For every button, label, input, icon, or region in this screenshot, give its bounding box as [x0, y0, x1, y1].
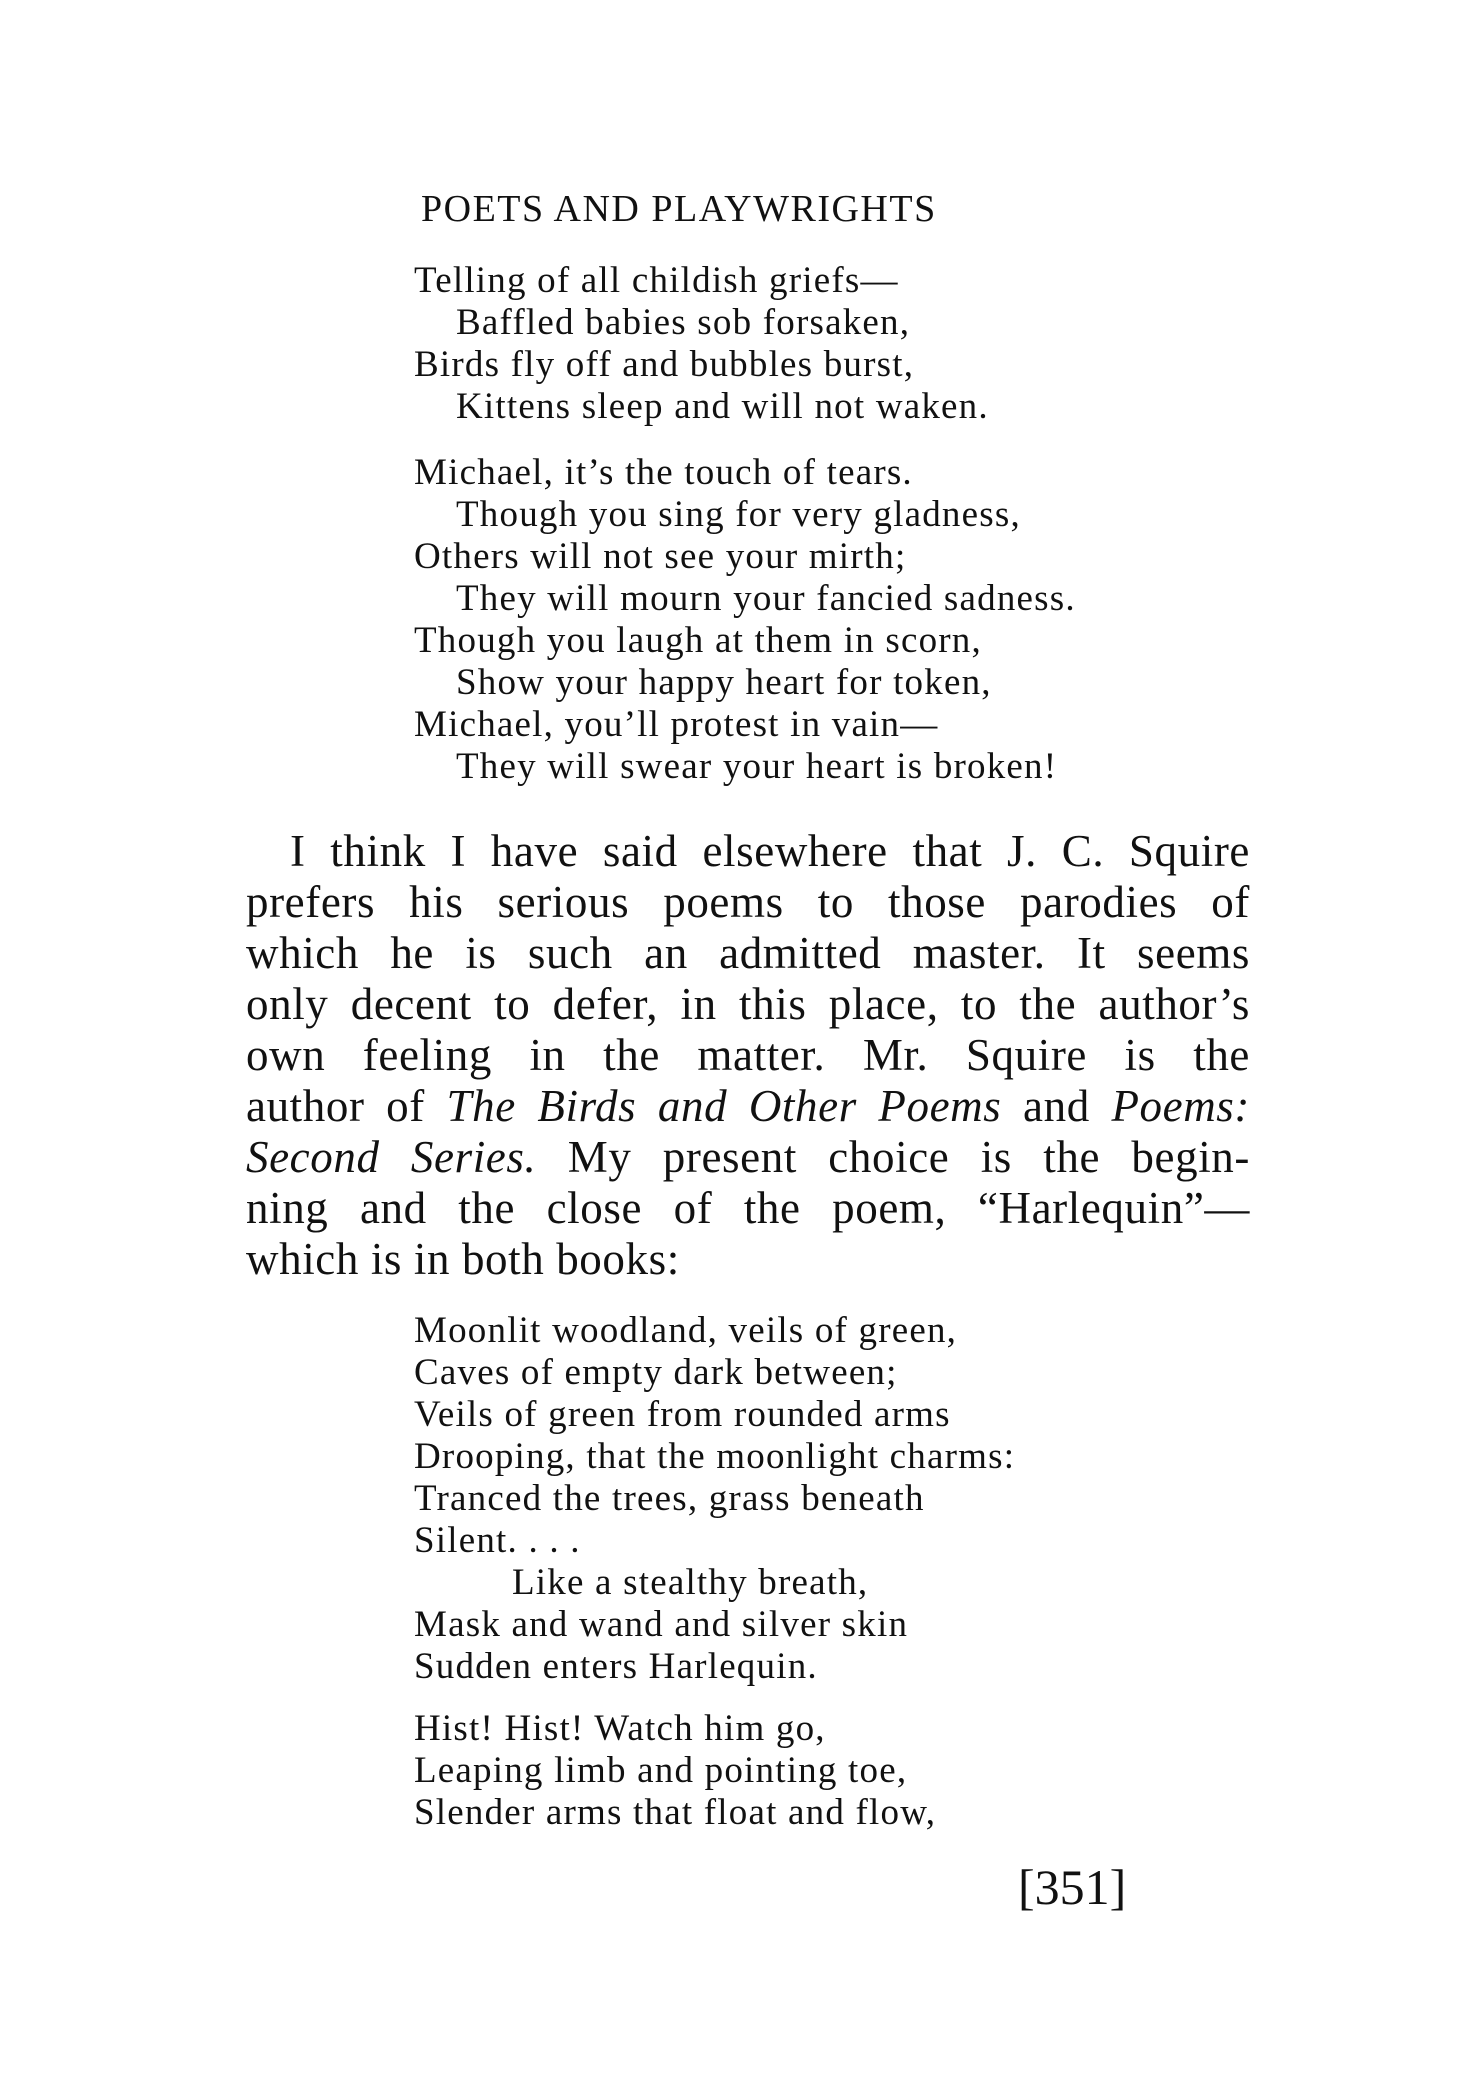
verse-line: Slender arms that float and flow,	[414, 1792, 937, 1833]
prose-paragraph	[246, 826, 1250, 1285]
verse-line: Michael, it’s the touch of tears.	[414, 452, 913, 493]
verse-line: Hist! Hist! Watch him go,	[414, 1708, 826, 1749]
verse-line: Silent. . . .	[414, 1520, 581, 1561]
verse-line: Though you laugh at them in scorn,	[414, 620, 982, 661]
prose-line: which is in both books:	[246, 1234, 680, 1284]
verse-line: Mask and wand and silver skin	[414, 1604, 909, 1645]
prose-line	[246, 1081, 1250, 1132]
verse-line: Kittens sleep and will not waken.	[456, 386, 989, 427]
prose-line: only decent to defer, in this place, to the author’s	[246, 979, 1250, 1029]
verse-line: Baffled babies sob forsaken,	[456, 302, 911, 343]
verse-line: Show your happy heart for token,	[456, 662, 992, 703]
verse-line: Others will not see your mirth;	[414, 536, 907, 577]
verse-stanza-1	[414, 260, 989, 428]
running-head: POETS AND PLAYWRIGHTS	[421, 188, 937, 230]
verse-line: Caves of empty dark between;	[414, 1352, 898, 1393]
book-title: Second Series.	[246, 1132, 537, 1182]
verse-line: Leaping limb and pointing toe,	[414, 1750, 908, 1791]
prose-line	[246, 1132, 1250, 1183]
verse-line: Tranced the trees, grass beneath	[414, 1478, 925, 1519]
verse-line: Drooping, that the moonlight charms:	[414, 1436, 1016, 1477]
prose-text: and	[1001, 1081, 1112, 1131]
verse-line: Birds fly off and bubbles burst,	[414, 344, 915, 385]
book-title: Poems:	[1111, 1081, 1250, 1131]
verse-line: Moonlit woodland, veils of green,	[414, 1310, 958, 1351]
prose-line: ning and the close of the poem, “Harlequin”—	[246, 1183, 1250, 1233]
page-number: [351]	[1018, 1859, 1127, 1915]
verse-line: Like a stealthy breath,	[512, 1562, 869, 1603]
verse-line: Michael, you’ll protest in vain—	[414, 704, 939, 745]
verse-line: Veils of green from rounded arms	[414, 1394, 951, 1435]
verse-stanza-2	[414, 452, 1076, 788]
prose-line: which he is such an admitted master. It seems	[246, 928, 1250, 978]
prose-text: author of	[246, 1081, 447, 1131]
verse-stanza-3	[414, 1310, 1015, 1688]
verse-line: Though you sing for very gladness,	[456, 494, 1021, 535]
prose-line: prefers his serious poems to those parodies of	[246, 877, 1250, 927]
verse-stanza-4	[414, 1708, 936, 1834]
verse-line: Sudden enters Harlequin.	[414, 1646, 818, 1687]
verse-line: They will mourn your fancied sadness.	[456, 578, 1076, 619]
verse-line: They will swear your heart is broken!	[456, 746, 1058, 787]
book-title: The Birds and Other Poems	[446, 1081, 1002, 1131]
prose-line: own feeling in the matter. Mr. Squire is the	[246, 1030, 1250, 1080]
prose-line: I think I have said elsewhere that J. C. Squire	[290, 826, 1250, 876]
prose-text: My present choice is the begin-	[536, 1132, 1250, 1182]
verse-line: Telling of all childish griefs—	[414, 260, 899, 301]
